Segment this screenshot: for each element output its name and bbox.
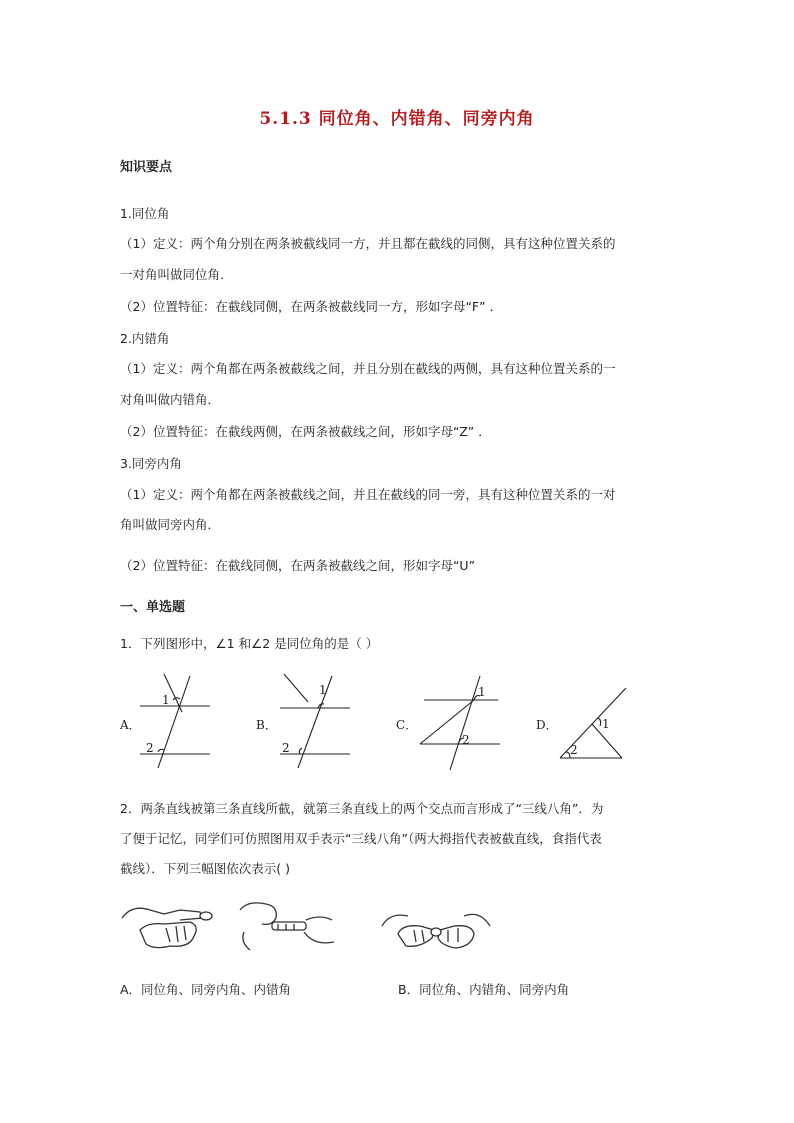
angle-label-1: 1 [602, 717, 610, 731]
question-2-stem: 2．两条直线被第三条直线所截，就第三条直线上的两个交点而言形成了“三线八角”．为 [120, 801, 604, 816]
question-2-stem: 截线）．下列三幅图依次表示( ) [120, 861, 290, 876]
definition-line: 对角叫做内错角． [120, 392, 221, 407]
exercise-heading: 一、单选题 [120, 600, 186, 615]
angle-label-2: 2 [570, 743, 578, 757]
option-c-figure [418, 672, 508, 772]
angle-label-2: 2 [282, 741, 290, 755]
section-heading: 1.同位角 [120, 206, 170, 221]
option-d-figure [556, 684, 636, 764]
definition-line: （1）定义：两个角分别在两条被截线同一方，并且都在截线的同侧，具有这种位置关系的 [120, 236, 616, 251]
option-a-label[interactable]: A． [120, 718, 141, 732]
angle-label-1: 1 [478, 685, 486, 699]
page-title: 5.1.3 同位角、内错角、同旁内角 [259, 109, 535, 129]
angle-label-2: 2 [146, 741, 154, 755]
feature-line: （2）位置特征：在截线同侧，在两条被截线之间，形如字母“U” [120, 558, 476, 573]
option-b[interactable]: B．同位角、内错角、同旁内角 [398, 982, 570, 997]
angle-label-2: 2 [462, 733, 470, 747]
option-a[interactable]: A．同位角、同旁内角、内错角 [120, 982, 292, 997]
option-c-label[interactable]: C． [396, 718, 418, 732]
hands-illustration-1 [120, 900, 216, 952]
option-a-figure [140, 672, 220, 772]
knowledge-heading: 知识要点 [120, 160, 173, 175]
hands-illustration-3 [380, 904, 492, 954]
hands-illustration-2 [234, 898, 336, 954]
feature-line: （2）位置特征：在截线同侧，在两条被截线同一方，形如字母“F” ． [120, 299, 503, 314]
definition-line: （1）定义：两个角都在两条被截线之间，并且分别在截线的两侧，具有这种位置关系的一 [120, 361, 616, 376]
section-heading: 3.同旁内角 [120, 456, 182, 471]
definition-line: （1）定义：两个角都在两条被截线之间，并且在截线的同一旁，具有这种位置关系的一对 [120, 487, 616, 502]
question-2-stem: 了便于记忆，同学们可仿照图用双手表示“三线八角”（两大拇指代表被截直线，食指代表 [120, 831, 602, 846]
angle-label-1: 1 [319, 683, 327, 697]
option-d-label[interactable]: D． [536, 718, 558, 732]
feature-line: （2）位置特征：在截线两侧，在两条被截线之间，形如字母“Z” ． [120, 424, 491, 439]
option-b-label[interactable]: B． [256, 718, 277, 732]
option-b-figure [278, 672, 358, 772]
definition-line: 一对角叫做同位角． [120, 267, 233, 282]
definition-line: 角叫做同旁内角． [120, 517, 221, 532]
angle-label-1: 1 [162, 693, 170, 707]
question-1-stem: 1．下列图形中，∠1 和∠2 是同位角的是（ ） [120, 636, 379, 651]
section-heading: 2.内错角 [120, 331, 170, 346]
